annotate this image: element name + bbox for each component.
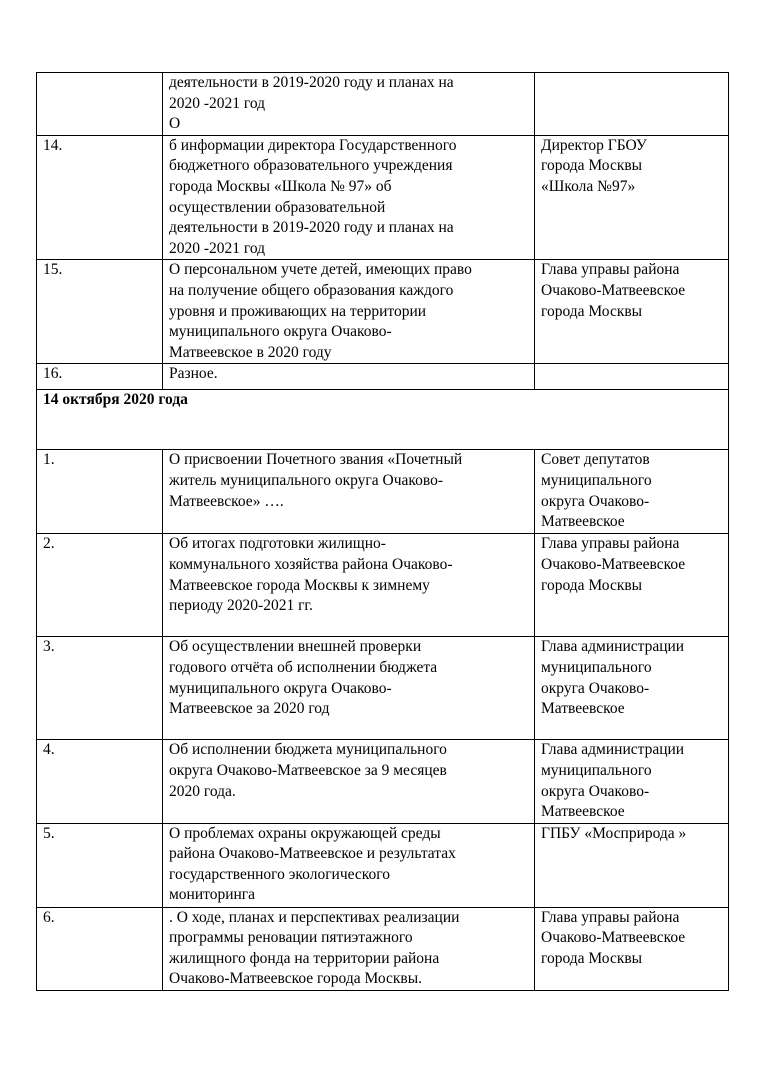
item-topic-line: коммунального хозяйства района Очаково-: [169, 555, 453, 573]
item-responsible-line: Глава администрации: [541, 638, 685, 656]
item-topic-line: муниципального округа Очаково-: [169, 679, 392, 697]
item-topic-line: 2020 -2021 год: [169, 94, 266, 112]
item-number: 14.: [37, 135, 163, 260]
item-topic: [163, 135, 535, 260]
item-topic-line: житель муниципального округа Очаково-: [169, 471, 444, 489]
item-topic-line: деятельности в 2019-2020 году и планах на: [169, 74, 454, 91]
item-responsible: [535, 637, 729, 740]
item-topic-line: Об осуществлении внешней проверки: [169, 638, 422, 656]
item-responsible-line: муниципального: [541, 761, 652, 779]
item-topic: [163, 637, 535, 740]
item-topic-line: Разное.: [169, 365, 218, 383]
item-responsible-line: округа Очаково-: [541, 782, 650, 800]
table-row: [37, 534, 729, 637]
item-responsible-line: Очаково-Матвеевское: [541, 281, 686, 299]
item-topic-line: Матвеевское города Москвы к зимнему: [169, 576, 430, 594]
item-responsible: [535, 823, 729, 907]
item-responsible: [535, 364, 729, 390]
item-responsible-line: Глава управы района: [541, 261, 680, 279]
item-topic: [163, 823, 535, 907]
item-number: 5.: [37, 823, 163, 907]
item-responsible-line: Директор ГБОУ: [541, 136, 647, 154]
section-date-heading: 14 октября 2020 года: [37, 390, 729, 450]
item-topic-line: Матвеевское в 2020 году: [169, 343, 332, 361]
item-responsible-line: муниципального: [541, 658, 652, 676]
item-topic-line: мониторинга: [169, 886, 256, 904]
item-responsible: [535, 260, 729, 364]
item-topic-line: города Москвы «Школа № 97» об: [169, 177, 392, 195]
item-topic-line: О проблемах охраны окружающей среды: [169, 824, 441, 842]
item-topic-line: О: [169, 115, 181, 133]
table-row: [37, 637, 729, 740]
item-responsible-line: города Москвы: [541, 157, 643, 175]
item-topic-line: района Очаково-Матвеевское и результатах: [169, 845, 456, 863]
table-row: [37, 73, 729, 136]
item-number: 16.: [37, 364, 163, 390]
table-row: [37, 740, 729, 823]
item-number: 3.: [37, 637, 163, 740]
item-topic-line: 2020 -2021 год: [169, 239, 266, 257]
item-responsible-line: Глава управы района: [541, 535, 680, 553]
item-responsible: [535, 740, 729, 823]
item-topic-line: б информации директора Государственного: [169, 136, 457, 154]
item-topic: [163, 260, 535, 364]
item-responsible-line: города Москвы: [541, 949, 643, 967]
table-row: [37, 364, 729, 390]
table-row: [37, 135, 729, 260]
item-topic-line: Матвеевское» ….: [169, 492, 284, 510]
item-responsible: [535, 907, 729, 990]
item-responsible-line: Очаково-Матвеевское: [541, 929, 686, 947]
item-number: [37, 73, 163, 136]
item-responsible: [535, 534, 729, 637]
item-responsible-line: Матвеевское: [541, 803, 625, 821]
item-responsible-line: Глава управы района: [541, 908, 680, 926]
item-topic-line: жилищного фонда на территории района: [169, 949, 440, 967]
item-topic-line: Об итогах подготовки жилищно-: [169, 535, 386, 553]
item-responsible-line: округа Очаково-: [541, 679, 650, 697]
item-number: 1.: [37, 450, 163, 534]
item-topic: [163, 73, 535, 136]
item-topic-line: Матвеевское за 2020 год: [169, 700, 330, 718]
item-topic: [163, 534, 535, 637]
item-responsible-line: муниципального: [541, 471, 652, 489]
item-responsible-line: Очаково-Матвеевское: [541, 555, 686, 573]
section-row: [37, 390, 729, 450]
item-responsible: [535, 73, 729, 136]
table-row: [37, 450, 729, 534]
item-responsible-line: ГПБУ «Мосприрода »: [541, 824, 687, 842]
item-topic-line: Об исполнении бюджета муниципального: [169, 741, 447, 759]
item-topic-line: уровня и проживающих на территории: [169, 302, 427, 320]
item-topic-line: периоду 2020-2021 гг.: [169, 597, 313, 615]
item-responsible-line: «Школа №97»: [541, 177, 636, 195]
item-responsible-line: Матвеевское: [541, 700, 625, 718]
item-topic-line: округа Очаково-Матвеевское за 9 месяцев: [169, 761, 447, 779]
item-topic: [163, 740, 535, 823]
item-number: 6.: [37, 907, 163, 990]
item-responsible-line: города Москвы: [541, 302, 643, 320]
item-responsible-line: округа Очаково-: [541, 492, 650, 510]
item-number: 2.: [37, 534, 163, 637]
item-topic-line: О персональном учете детей, имеющих право: [169, 261, 472, 279]
item-responsible-line: Глава администрации: [541, 741, 685, 759]
agenda-table: [36, 72, 729, 991]
item-responsible-line: Совет депутатов: [541, 451, 650, 469]
item-topic-line: годового отчёта об исполнении бюджета: [169, 658, 438, 676]
item-topic-line: О присвоении Почетного звания «Почетный: [169, 451, 463, 469]
item-topic-line: 2020 года.: [169, 782, 236, 800]
item-number: 4.: [37, 740, 163, 823]
item-responsible: [535, 135, 729, 260]
item-responsible-line: города Москвы: [541, 576, 643, 594]
table-row: [37, 907, 729, 990]
item-topic-line: Очаково-Матвеевское города Москвы.: [169, 970, 423, 988]
item-number: 15.: [37, 260, 163, 364]
item-topic-line: осуществлении образовательной: [169, 198, 386, 216]
item-topic-line: программы реновации пятиэтажного: [169, 929, 413, 947]
item-topic: [163, 907, 535, 990]
item-topic-line: . О ходе, планах и перспективах реализации: [169, 908, 460, 926]
item-topic: [163, 450, 535, 534]
item-topic-line: на получение общего образования каждого: [169, 281, 454, 299]
item-responsible: [535, 450, 729, 534]
item-topic-line: бюджетного образовательного учреждения: [169, 157, 453, 175]
table-row: [37, 260, 729, 364]
item-responsible-line: Матвеевское: [541, 513, 625, 531]
table-row: [37, 823, 729, 907]
item-topic-line: деятельности в 2019-2020 году и планах на: [169, 219, 454, 237]
item-topic: [163, 364, 535, 390]
item-topic-line: муниципального округа Очаково-: [169, 323, 392, 341]
item-topic-line: государственного экологического: [169, 865, 391, 883]
